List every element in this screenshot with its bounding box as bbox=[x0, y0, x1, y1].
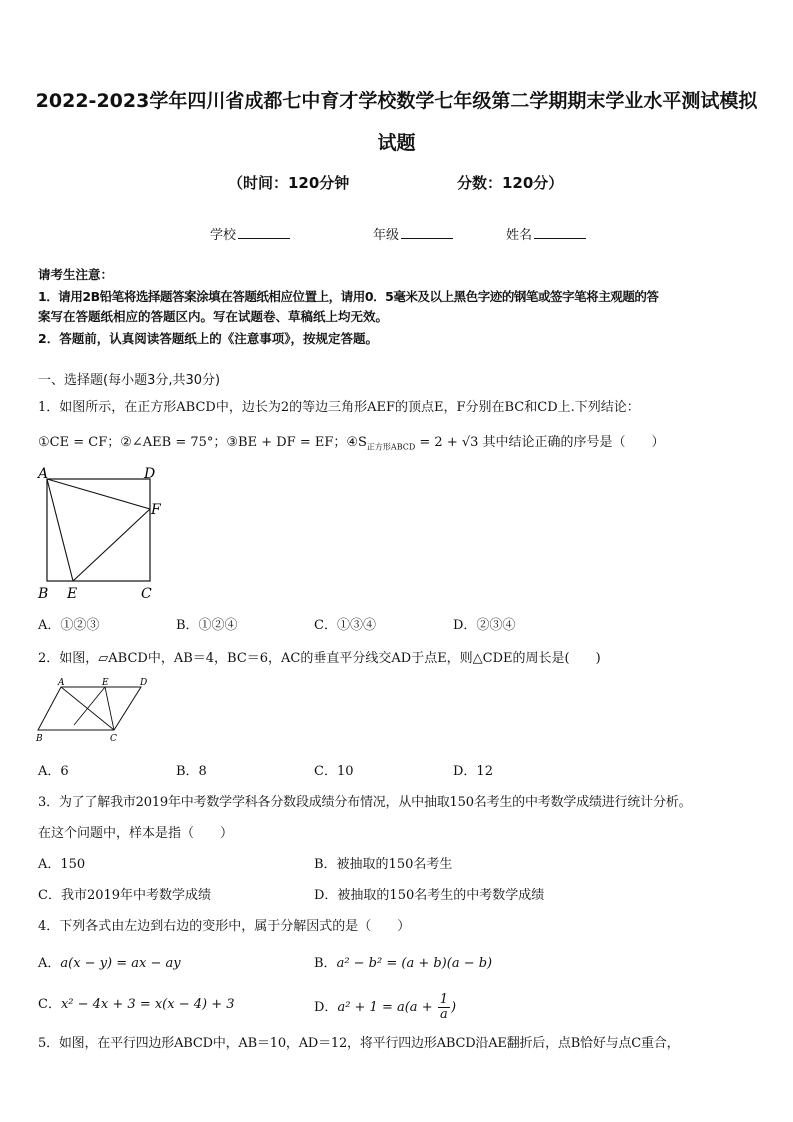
q4-stem: 4．下列各式由左边到右边的变形中，属于分解因式的是（ ） bbox=[38, 919, 411, 934]
q2-option-a: A．6 bbox=[38, 764, 69, 779]
q4-option-d-label: D． bbox=[314, 1000, 338, 1015]
name-label: 姓名 bbox=[506, 228, 533, 243]
school-blank bbox=[238, 227, 290, 239]
q1-label-e: E bbox=[67, 586, 78, 602]
q2-label-a: A bbox=[58, 678, 65, 688]
q4-option-c bbox=[38, 993, 235, 1012]
q1-figure bbox=[34, 463, 174, 603]
q4-option-d bbox=[314, 993, 456, 1022]
q1-subscript: 正方形ABCD bbox=[366, 442, 416, 452]
q3-option-a: A．150 bbox=[38, 857, 86, 872]
grade-blank bbox=[401, 227, 453, 239]
q1-line-ef bbox=[73, 509, 150, 581]
q1-label-d: D bbox=[144, 466, 156, 482]
exam-time: （时间：120分钟 bbox=[228, 174, 350, 192]
q1-line-af bbox=[47, 479, 150, 509]
q2-label-b: B bbox=[36, 734, 43, 744]
school-label: 学校 bbox=[210, 228, 237, 243]
name-field bbox=[506, 224, 586, 243]
notice-line-1: 1．请用2B铅笔将选择题答案涂填在答题纸相应位置上，请用0．5毫米及以上黑色字迹的钢笔或签字笔将主观题的答 bbox=[38, 289, 659, 304]
q1-label-a: A bbox=[38, 466, 49, 482]
q4-option-c-expr: x² − 4x + 3 = x(x − 4) + 3 bbox=[60, 997, 235, 1012]
q1-label-b: B bbox=[38, 586, 49, 602]
q1-label-f: F bbox=[151, 502, 161, 518]
q2-option-b: B．8 bbox=[176, 764, 207, 779]
q4-option-d-expr: a² + 1 = a(a + bbox=[337, 1000, 433, 1015]
q5-stem: 5．如图，在平行四边形ABCD中，AB＝10，AD＝12，将平行四边形ABCD沿AE翻折后，点B恰好与点C重合， bbox=[38, 1036, 680, 1051]
notice-line-3: 2．答题前，认真阅读答题纸上的《注意事项》，按规定答题。 bbox=[38, 331, 378, 346]
q4-option-a bbox=[38, 952, 181, 971]
q1-line-ae bbox=[47, 479, 73, 581]
q3-option-c: C．我市2019年中考数学成绩 bbox=[38, 888, 212, 903]
q4-option-d-fraction bbox=[438, 993, 450, 1022]
q4-fraction-numerator: 1 bbox=[439, 992, 449, 1007]
q3-option-b: B．被抽取的150名考生 bbox=[314, 857, 453, 872]
q4-option-b-expr: a² − b² = (a + b)(a − b) bbox=[336, 956, 493, 971]
q3-stem: 3．为了了解我市2019年中考数学学科各分数段成绩分布情况，从中抽取150名考生的中考数学成绩进行统计分析。 bbox=[38, 795, 692, 810]
q1-option-b: B．①②④ bbox=[176, 618, 238, 633]
q1-conclusions bbox=[38, 431, 665, 453]
q2-option-d: D．12 bbox=[453, 764, 493, 779]
q1-label-c: C bbox=[141, 586, 152, 602]
q2-label-c: C bbox=[110, 734, 117, 744]
q1-option-c: C．①③④ bbox=[314, 618, 376, 633]
name-blank bbox=[534, 227, 586, 239]
q3-option-d: D．被抽取的150名考生的中考数学成绩 bbox=[314, 888, 545, 903]
q2-label-e: E bbox=[102, 678, 109, 688]
q4-option-b bbox=[314, 952, 492, 971]
notice-line-2: 案写在答题纸相应的答题区内。写在试题卷、草稿纸上均无效。 bbox=[38, 309, 389, 324]
q2-option-c: C．10 bbox=[314, 764, 354, 779]
q2-stem: 2．如图，▱ABCD中，AB＝4，BC＝6，AC的垂直平分线交AD于点E，则△CDE的周长是( ) bbox=[38, 651, 601, 666]
q4-option-c-label: C． bbox=[38, 997, 61, 1012]
q2-label-d: D bbox=[140, 678, 148, 688]
q4-option-a-expr: a(x − y) = ax − ay bbox=[60, 956, 181, 971]
q2-figure bbox=[34, 675, 154, 747]
q3-stem-2: 在这个问题中，样本是指（ ） bbox=[38, 826, 234, 841]
school-field bbox=[210, 224, 290, 243]
section-heading: 一、选择题(每小题3分,共30分) bbox=[38, 373, 221, 388]
q1-conclusions-text: ①CE = CF；②∠AEB = 75°；③BE + DF = EF；④S bbox=[38, 435, 367, 450]
q1-stem: 1．如图所示，在正方形ABCD中，边长为2的等边三角形AEF的顶点E，F分别在BC和CD上.下列结论： bbox=[38, 400, 640, 415]
q2-parallelogram bbox=[38, 687, 141, 730]
q1-conclusion-tail: = 2 + √3 其中结论正确的序号是（ ） bbox=[415, 435, 665, 450]
notice-heading: 请考生注意： bbox=[38, 267, 114, 282]
q4-option-b-label: B． bbox=[314, 956, 337, 971]
title-line-2: 试题 bbox=[377, 132, 416, 154]
q1-option-a: A．①②③ bbox=[38, 618, 100, 633]
q4-option-d-close: ) bbox=[451, 1000, 457, 1015]
q1-option-d: D．②③④ bbox=[453, 618, 516, 633]
q4-option-a-label: A． bbox=[38, 956, 61, 971]
q4-fraction-denominator: a bbox=[439, 1007, 448, 1022]
title-line-1: 2022-2023学年四川省成都七中育才学校数学七年级第二学期期末学业水平测试模拟 bbox=[35, 90, 758, 112]
grade-field bbox=[373, 224, 453, 243]
exam-score: 分数：120分） bbox=[457, 174, 564, 192]
grade-label: 年级 bbox=[373, 228, 400, 243]
